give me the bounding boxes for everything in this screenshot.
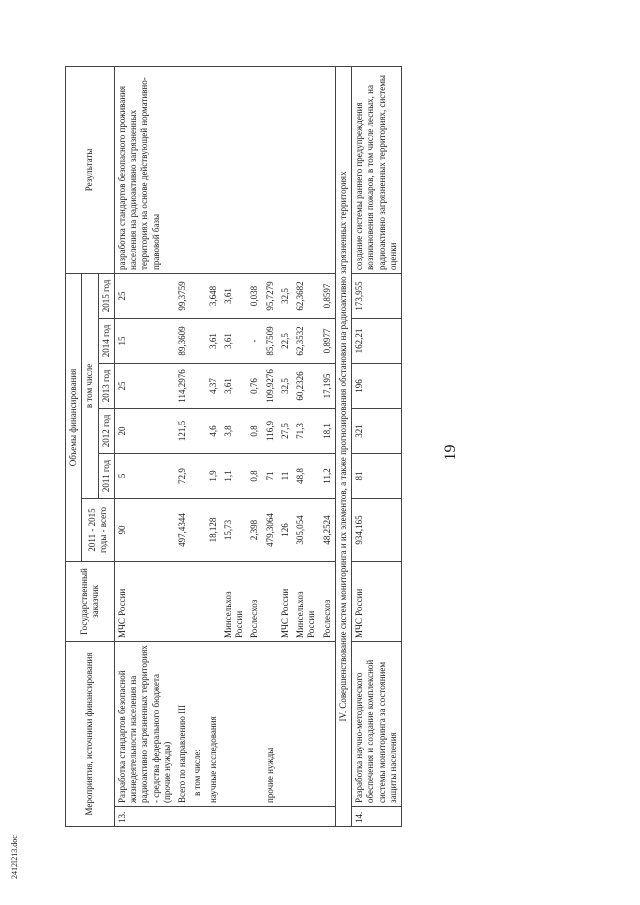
value-2013: 114,2976 [175,363,190,408]
table-row [352,66,402,826]
value-2014: 15 [114,318,175,363]
total-value [190,498,205,561]
activity-name: научные исследования [206,641,221,806]
header-results: Результаты [66,66,115,273]
value-2014: 22,5 [278,318,293,363]
value-2013: 60,2326 [293,363,320,408]
value-2012: 116,9 [263,408,278,453]
activity-name [247,641,262,806]
customer: Минсельхоз России [221,561,248,641]
activity-name: в том числе: [190,641,205,806]
value-2014 [190,318,205,363]
result-text [221,66,248,273]
total-value: 90 [114,498,175,561]
table-row [278,66,293,826]
value-2015: 0,038 [247,273,262,318]
value-2013: 0,76 [247,363,262,408]
value-2011: 0,8 [247,453,262,498]
value-2011: 11 [278,453,293,498]
value-2015 [190,273,205,318]
total-value: 18,128 [206,498,221,561]
value-2014: - [247,318,262,363]
value-2012: 18,1 [320,408,336,453]
value-2015: 0,8597 [320,273,336,318]
value-2011: 81 [352,453,402,498]
value-2014: 3,61 [221,318,248,363]
value-2015: 62,3682 [293,273,320,318]
header-total: 2011 - 2015 годы - всего [82,498,115,561]
value-2013: 25 [114,363,175,408]
customer [206,561,221,641]
customer: Рослесхоз [320,561,336,641]
value-2015: 3,648 [206,273,221,318]
value-2015: 25 [114,273,175,318]
value-2012: 3,8 [221,408,248,453]
value-2014: 3,61 [206,318,221,363]
value-2014: 85,7509 [263,318,278,363]
header-2012: 2012 год [98,408,114,453]
value-2011: 72,9 [175,453,190,498]
header-2011: 2011 год [98,453,114,498]
value-2013: 4,37 [206,363,221,408]
customer: МЧС России [352,561,402,641]
customer [263,561,278,641]
table-row [263,66,278,826]
activity-name [221,641,248,806]
value-2012: 121,5 [175,408,190,453]
table-row [247,66,262,826]
value-2011 [190,453,205,498]
value-2011: 5 [114,453,175,498]
row-number [263,807,278,827]
value-2013: 32,5 [278,363,293,408]
funding-table [65,66,402,827]
activity-name [293,641,320,806]
row-number: 13. [114,807,175,827]
value-2012: 71,3 [293,408,320,453]
row-number [247,807,262,827]
activity-name: Разработка научно-методического обеспечения и создание комплексной системы мониторинга за состоянием защиты населения [352,641,402,806]
section-row [335,66,351,826]
result-text [278,66,293,273]
value-2015: 3,61 [221,273,248,318]
value-2012: 321 [352,408,402,453]
value-2011: 71 [263,453,278,498]
value-2013: 17,195 [320,363,336,408]
value-2013 [190,363,205,408]
header-customer: Государственный заказчик [66,561,115,641]
header-2013: 2013 год [98,363,114,408]
result-text [247,66,262,273]
total-value: 479,3064 [263,498,278,561]
value-2012: 27,5 [278,408,293,453]
table-row [221,66,248,826]
total-value: 2,398 [247,498,262,561]
customer [175,561,190,641]
result-text [206,66,221,273]
header-including: в том числе [82,273,98,498]
total-value: 126 [278,498,293,561]
table-row [320,66,336,826]
activity-name: Разработка стандартов безопасной жизнедеятельности населения на радиоактивно загрязненных территориях - средства федерального бюджета (прочие нужды) [114,641,175,806]
customer [190,561,205,641]
row-number: 14. [352,807,402,827]
result-text: создание системы раннего предупреждения возникновения пожаров, в том числе лесных, на радиоактивно загрязненных территориях, системы оценки [352,66,402,273]
table-row [293,66,320,826]
header-funding: Объемы финансирования [66,273,82,561]
result-text [293,66,320,273]
section-heading: IV. Совершенствование систем мониторинга и их элементов, а также прогнозирования обстановки на радиоактивно загрязненных территориях [335,66,351,826]
header-activities: Мероприятия, источники финансирования [66,641,115,826]
total-value: 934,165 [352,498,402,561]
row-number [221,807,248,827]
value-2014: 162,21 [352,318,402,363]
value-2011: 11,2 [320,453,336,498]
result-text [190,66,205,273]
value-2015: 32,5 [278,273,293,318]
row-number [293,807,320,827]
total-value: 48,2524 [320,498,336,561]
total-value: 305,054 [293,498,320,561]
result-text [263,66,278,273]
activity-name [278,641,293,806]
value-2015: 99,3759 [175,273,190,318]
customer: Рослесхоз [247,561,262,641]
row-number [320,807,336,827]
result-text: разработка стандартов безопасного проживания населения на радиоактивно загрязненных территориях на основе действующей нормативно-правовой базы [114,66,175,273]
customer: МЧС России [278,561,293,641]
header-2014: 2014 год [98,318,114,363]
result-text [175,66,190,273]
value-2012: 20 [114,408,175,453]
header-2015: 2015 год [98,273,114,318]
footer-filename: 2412l213.doc [10,835,19,879]
value-2012: 4,6 [206,408,221,453]
row-number [175,807,190,827]
row-number [206,807,221,827]
customer: Минсельхоз России [293,561,320,641]
value-2013: 196 [352,363,402,408]
value-2012: 0,8 [247,408,262,453]
table-row [190,66,205,826]
page-number: 19 [442,444,459,461]
value-2011: 1,1 [221,453,248,498]
row-number [278,807,293,827]
value-2015: 173,955 [352,273,402,318]
value-2015: 95,7279 [263,273,278,318]
activity-name: прочие нужды [263,641,278,806]
result-text [320,66,336,273]
table-row [206,66,221,826]
value-2014: 89,3609 [175,318,190,363]
value-2014: 0,8977 [320,318,336,363]
value-2014: 62,3532 [293,318,320,363]
total-value: 15,73 [221,498,248,561]
value-2011: 48,8 [293,453,320,498]
value-2011: 1,9 [206,453,221,498]
value-2012 [190,408,205,453]
table-row [175,66,190,826]
customer: МЧС России [114,561,175,641]
row-number [190,807,205,827]
table-row [114,66,175,826]
activity-name: Всего по направлению III [175,641,190,806]
value-2013: 3,61 [221,363,248,408]
value-2013: 109,9276 [263,363,278,408]
total-value: 497,4344 [175,498,190,561]
activity-name [320,641,336,806]
